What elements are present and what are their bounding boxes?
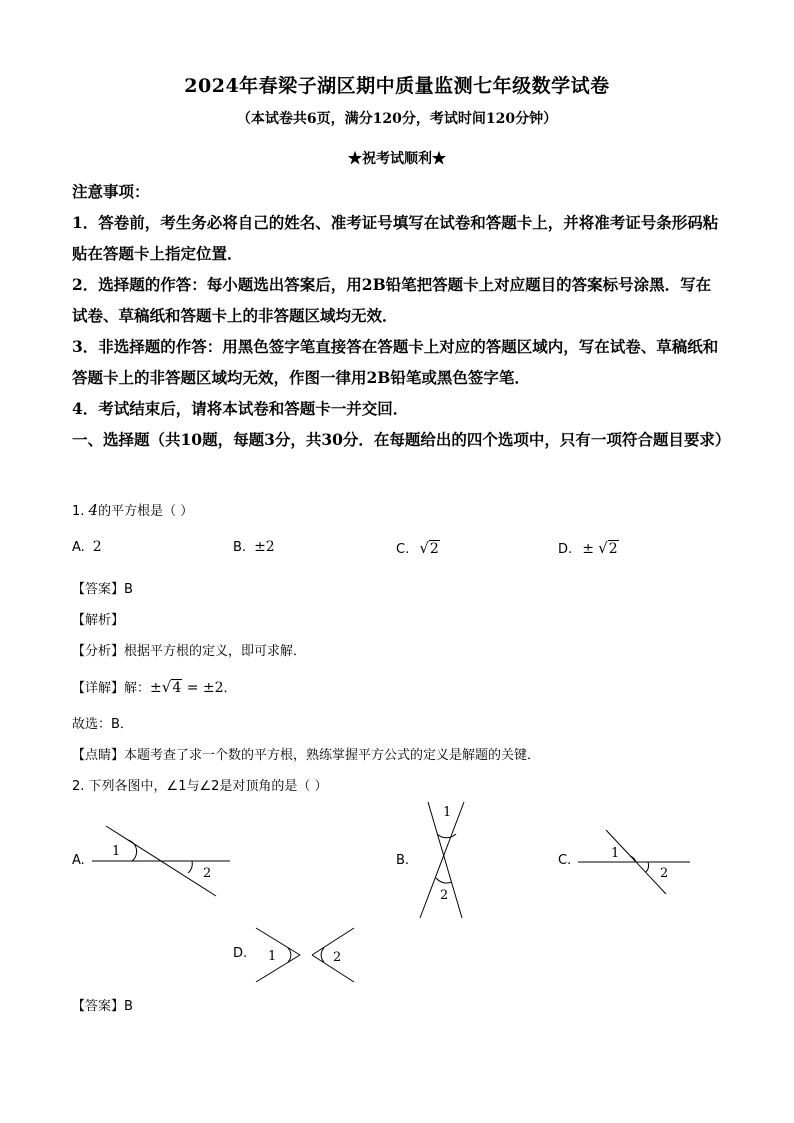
angle-1-arc <box>288 948 291 962</box>
q2-option-b-label: B. <box>396 853 410 868</box>
q1-xiangjie: 【详解】解：±√4 = ±2． <box>72 678 237 696</box>
q1-option-a: A. 2 <box>72 539 102 555</box>
sqrt-expression: √4 <box>161 678 182 696</box>
q2-answer: 【答案】B <box>72 999 133 1014</box>
q1-answer: 【答案】B <box>72 582 133 597</box>
q2-b-angle-2: 2 <box>440 888 449 903</box>
q2-c-angle-1: 1 <box>611 846 620 861</box>
angle-2-arc <box>321 948 324 962</box>
q1-fenxi: 【分析】根据平方根的定义，即可求解． <box>72 644 307 659</box>
q2-option-d-label: D. <box>233 946 248 961</box>
q2-a-angle-1: 1 <box>112 844 121 859</box>
note-item-3: 3．非选择题的作答：用黑色签字笔直接答在答题卡上对应的答题区域内，写在试卷、草稿纸和答题卡上的非答题区域均无效，作图一律用2B铅笔或黑色签字笔． <box>72 337 719 387</box>
angle-2-arc <box>646 862 649 872</box>
section-heading: 一、选择题（共10题，每题3分，共30分．在每题给出的四个选项中，只有一项符合题目要求） <box>72 430 731 449</box>
question-1-stem <box>72 500 193 519</box>
question-1-number-four: 4 <box>88 501 99 519</box>
note-item-4: 4．考试结束后，请将本试卷和答题卡一并交回． <box>72 399 409 418</box>
question-2-stem: 2. 下列各图中，∠1与∠2是对顶角的是（ ） <box>72 779 328 794</box>
q1-option-c: C. √2 <box>396 539 439 557</box>
note-item-1: 1．答卷前，考生务必将自己的姓名、准考证号填写在试卷和答题卡上，并将准考证号条形码粘贴在答题卡上指定位置． <box>72 213 719 263</box>
note-item-2: 2．选择题的作答：每小题选出答案后，用2B铅笔把答题卡上对应题目的答案标号涂黑．写在试卷、草稿纸和答题卡上的非答题区域均无效． <box>72 275 712 325</box>
notes-heading: 注意事项： <box>72 182 150 201</box>
q2-a-angle-2: 2 <box>203 866 212 881</box>
q2-d-angle-2: 2 <box>333 950 342 965</box>
q1-choose: 故选：B． <box>72 717 133 732</box>
q1-option-d: D. ± √2 <box>558 539 618 557</box>
q1-analysis-label: 【解析】 <box>72 613 125 628</box>
good-luck-line: ★祝考试顺利★ <box>348 151 446 167</box>
sqrt-expression: √2 <box>598 539 618 557</box>
q2-c-angle-2: 2 <box>660 866 669 881</box>
q2-figure-c <box>574 826 696 898</box>
q2-option-a-label: A. <box>72 853 85 868</box>
left-ray-upper <box>256 928 300 955</box>
q2-d-angle-1: 1 <box>268 949 277 964</box>
question-1-text: 的平方根是（ ） <box>98 504 194 519</box>
left-ray-lower <box>256 955 300 982</box>
sqrt-expression: √2 <box>419 539 439 557</box>
q2-figure-a <box>88 820 238 900</box>
q1-option-b: B. ±2 <box>233 539 275 555</box>
q2-b-angle-1: 1 <box>443 805 452 820</box>
page-title: 2024年春梁子湖区期中质量监测七年级数学试卷 <box>184 75 610 97</box>
angle-2-arc <box>188 861 192 873</box>
question-number: 1. <box>72 504 85 519</box>
q2-option-c-label: C. <box>558 853 572 868</box>
q2-figure-d <box>250 924 362 986</box>
angle-2-arc <box>436 878 452 883</box>
q1-dianjing: 【点睛】本题考查了求一个数的平方根，熟练掌握平方公式的定义是解题的关键． <box>72 748 541 763</box>
exam-subtitle: （本试卷共6页，满分120分，考试时间120分钟） <box>236 111 558 127</box>
angle-1-arc <box>437 834 456 838</box>
